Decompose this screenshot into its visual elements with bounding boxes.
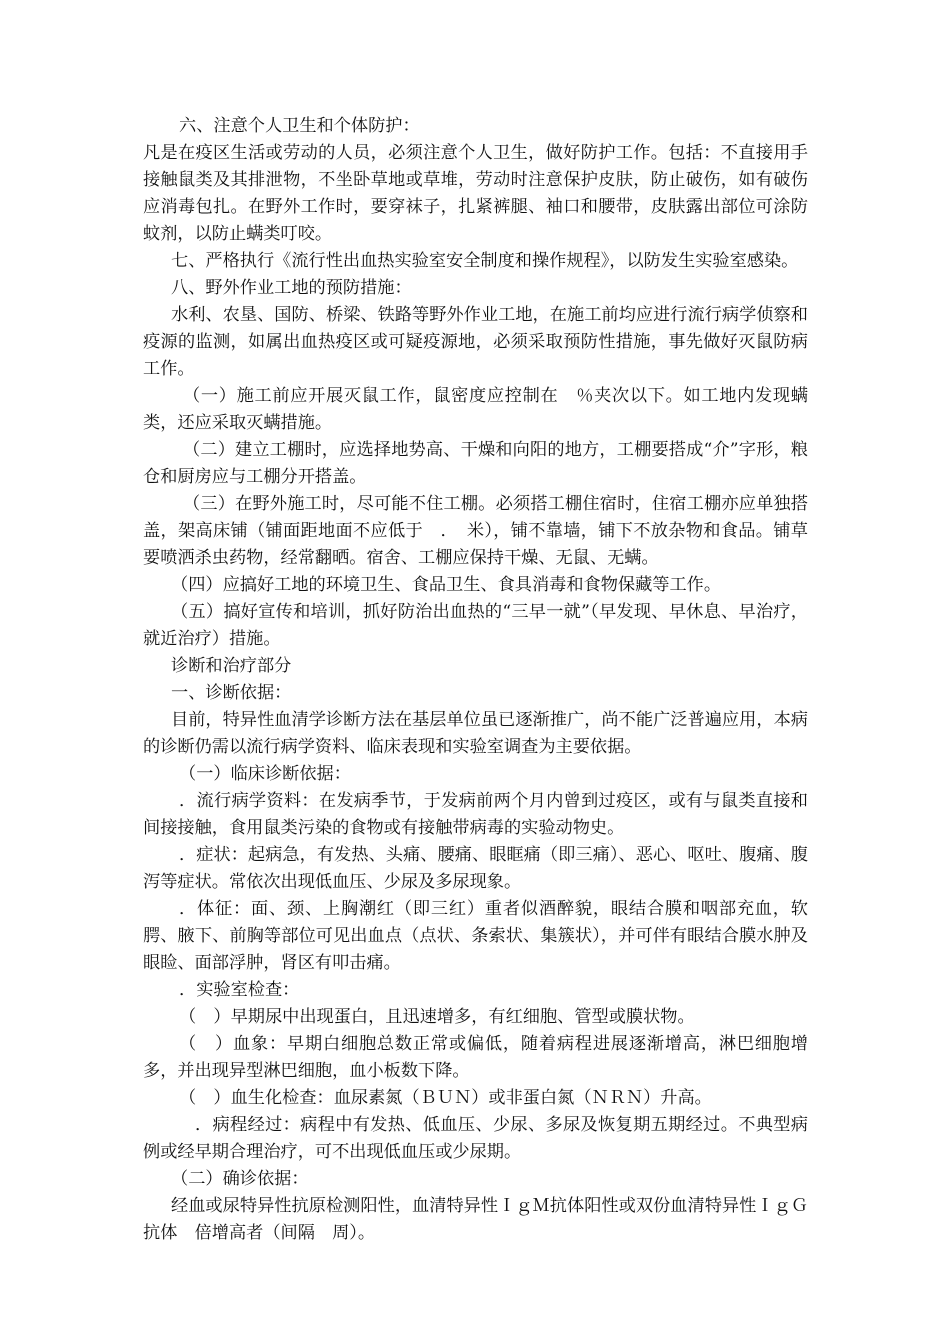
item-epidemiology: ．流行病学资料：在发病季节，于发病前两个月内曾到过疫区，或有与鼠类直接和间接接触，食用鼠类污染的食物或有接触带病毒的实验动物史。 xyxy=(143,791,808,838)
paragraph-lab-safety: 七、严格执行《流行性出血热实验室安全制度和操作规程》，以防发生实验室感染。 xyxy=(171,251,799,271)
item-symptoms: ．症状：起病急，有发热、头痛、腰痛、眼眶痛（即三痛）、恶心、呕吐、腹痛、腹泻等症状。常依次出现低血压、少尿及多尿现象。 xyxy=(143,845,808,892)
paragraph-diagnosis-intro: 目前，特异性血清学诊断方法在基层单位虽已逐渐推广，尚不能广泛普遍应用，本病的诊断仍需以流行病学资料、临床表现和实验室调查为主要依据。 xyxy=(143,710,808,757)
heading-diagnosis-treatment: 诊断和治疗部分 xyxy=(171,656,292,676)
heading-field-work-prevention: 八、野外作业工地的预防措施： xyxy=(171,278,412,298)
item-site-hygiene: （四）应搞好工地的环境卫生、食品卫生、食具消毒和食物保藏等工作。 xyxy=(171,575,722,595)
item-shed-housing: （三）在野外施工时，尽可能不住工棚。必须搭工棚住宿时，住宿工棚亦应单独搭盖，架高床铺（铺面距地面不应低于 ． 米），铺不靠墙，铺下不放杂物和食品。铺草要喷洒杀虫药物，经常翻晒。宿舍、工棚应保持干燥、无鼠、无螨。 xyxy=(143,494,808,568)
item-lab-tests: ．实验室检查： xyxy=(179,980,300,1000)
document-page xyxy=(143,113,808,1247)
heading-confirmation-basis: （二）确诊依据： xyxy=(171,1169,309,1189)
item-publicity-training: （五）搞好宣传和培训，抓好防治出血热的“三早一就”（早发现、早休息、早治疗，就近治疗）措施。 xyxy=(143,602,808,649)
paragraph-confirmation: 经血或尿特异性抗原检测阳性，血清特异性ＩｇＭ抗体阳性或双份血清特异性ＩｇＧ抗体 倍增高者（间隔 周）。 xyxy=(143,1196,808,1243)
heading-personal-protection: 六、注意个人卫生和个体防护： xyxy=(179,116,420,136)
item-signs: ．体征：面、颈、上胸潮红（即三红）重者似酒醉貌，眼结合膜和咽部充血，软腭、腋下、前胸等部位可见出血点（点状、条索状、集簇状），并可伴有眼结合膜水肿及眼睑、面部浮肿，肾区有叩击痛。 xyxy=(143,899,808,973)
heading-diagnosis-basis: 一、诊断依据： xyxy=(171,683,292,703)
item-blood-picture: （ ）血象：早期白细胞总数正常或偏低，随着病程进展逐渐增高，淋巴细胞增多，并出现异型淋巴细胞，血小板数下降。 xyxy=(143,1034,808,1081)
item-blood-biochemistry: （ ）血生化检查：血尿素氮（ＢＵＮ）或非蛋白氮（ＮＲＮ）升高。 xyxy=(179,1088,712,1108)
paragraph-personal-hygiene: 凡是在疫区生活或劳动的人员，必须注意个人卫生，做好防护工作。包括：不直接用手接触鼠类及其排泄物，不坐卧草地或草堆，劳动时注意保护皮肤，防止破伤，如有破伤应消毒包扎。在野外工作时，要穿袜子，扎紧裤腿、袖口和腰带，皮肤露出部位可涂防蚊剂，以防止螨类叮咬。 xyxy=(143,143,808,244)
heading-clinical-diagnosis: （一）临床诊断依据： xyxy=(179,764,351,784)
item-rodent-control: （一）施工前应开展灭鼠工作，鼠密度应控制在 ％夹次以下。如工地内发现螨类，还应采取灭螨措施。 xyxy=(143,386,808,433)
item-shed-construction: （二）建立工棚时，应选择地势高、干燥和向阳的地方，工棚要搭成“介”字形，粮仓和厨房应与工棚分开搭盖。 xyxy=(143,440,808,487)
item-disease-course: ．病程经过：病程中有发热、低血压、少尿、多尿及恢复期五期经过。不典型病例或经早期合理治疗，可不出现低血压或少尿期。 xyxy=(143,1115,808,1162)
paragraph-field-sites: 水利、农垦、国防、桥梁、铁路等野外作业工地，在施工前均应进行流行病学侦察和疫源的监测，如属出血热疫区或可疑疫源地，必须采取预防性措施，事先做好灭鼠防病工作。 xyxy=(143,305,808,379)
item-urine-protein: （ ）早期尿中出现蛋白，且迅速增多，有红细胞、管型或膜状物。 xyxy=(179,1007,695,1027)
